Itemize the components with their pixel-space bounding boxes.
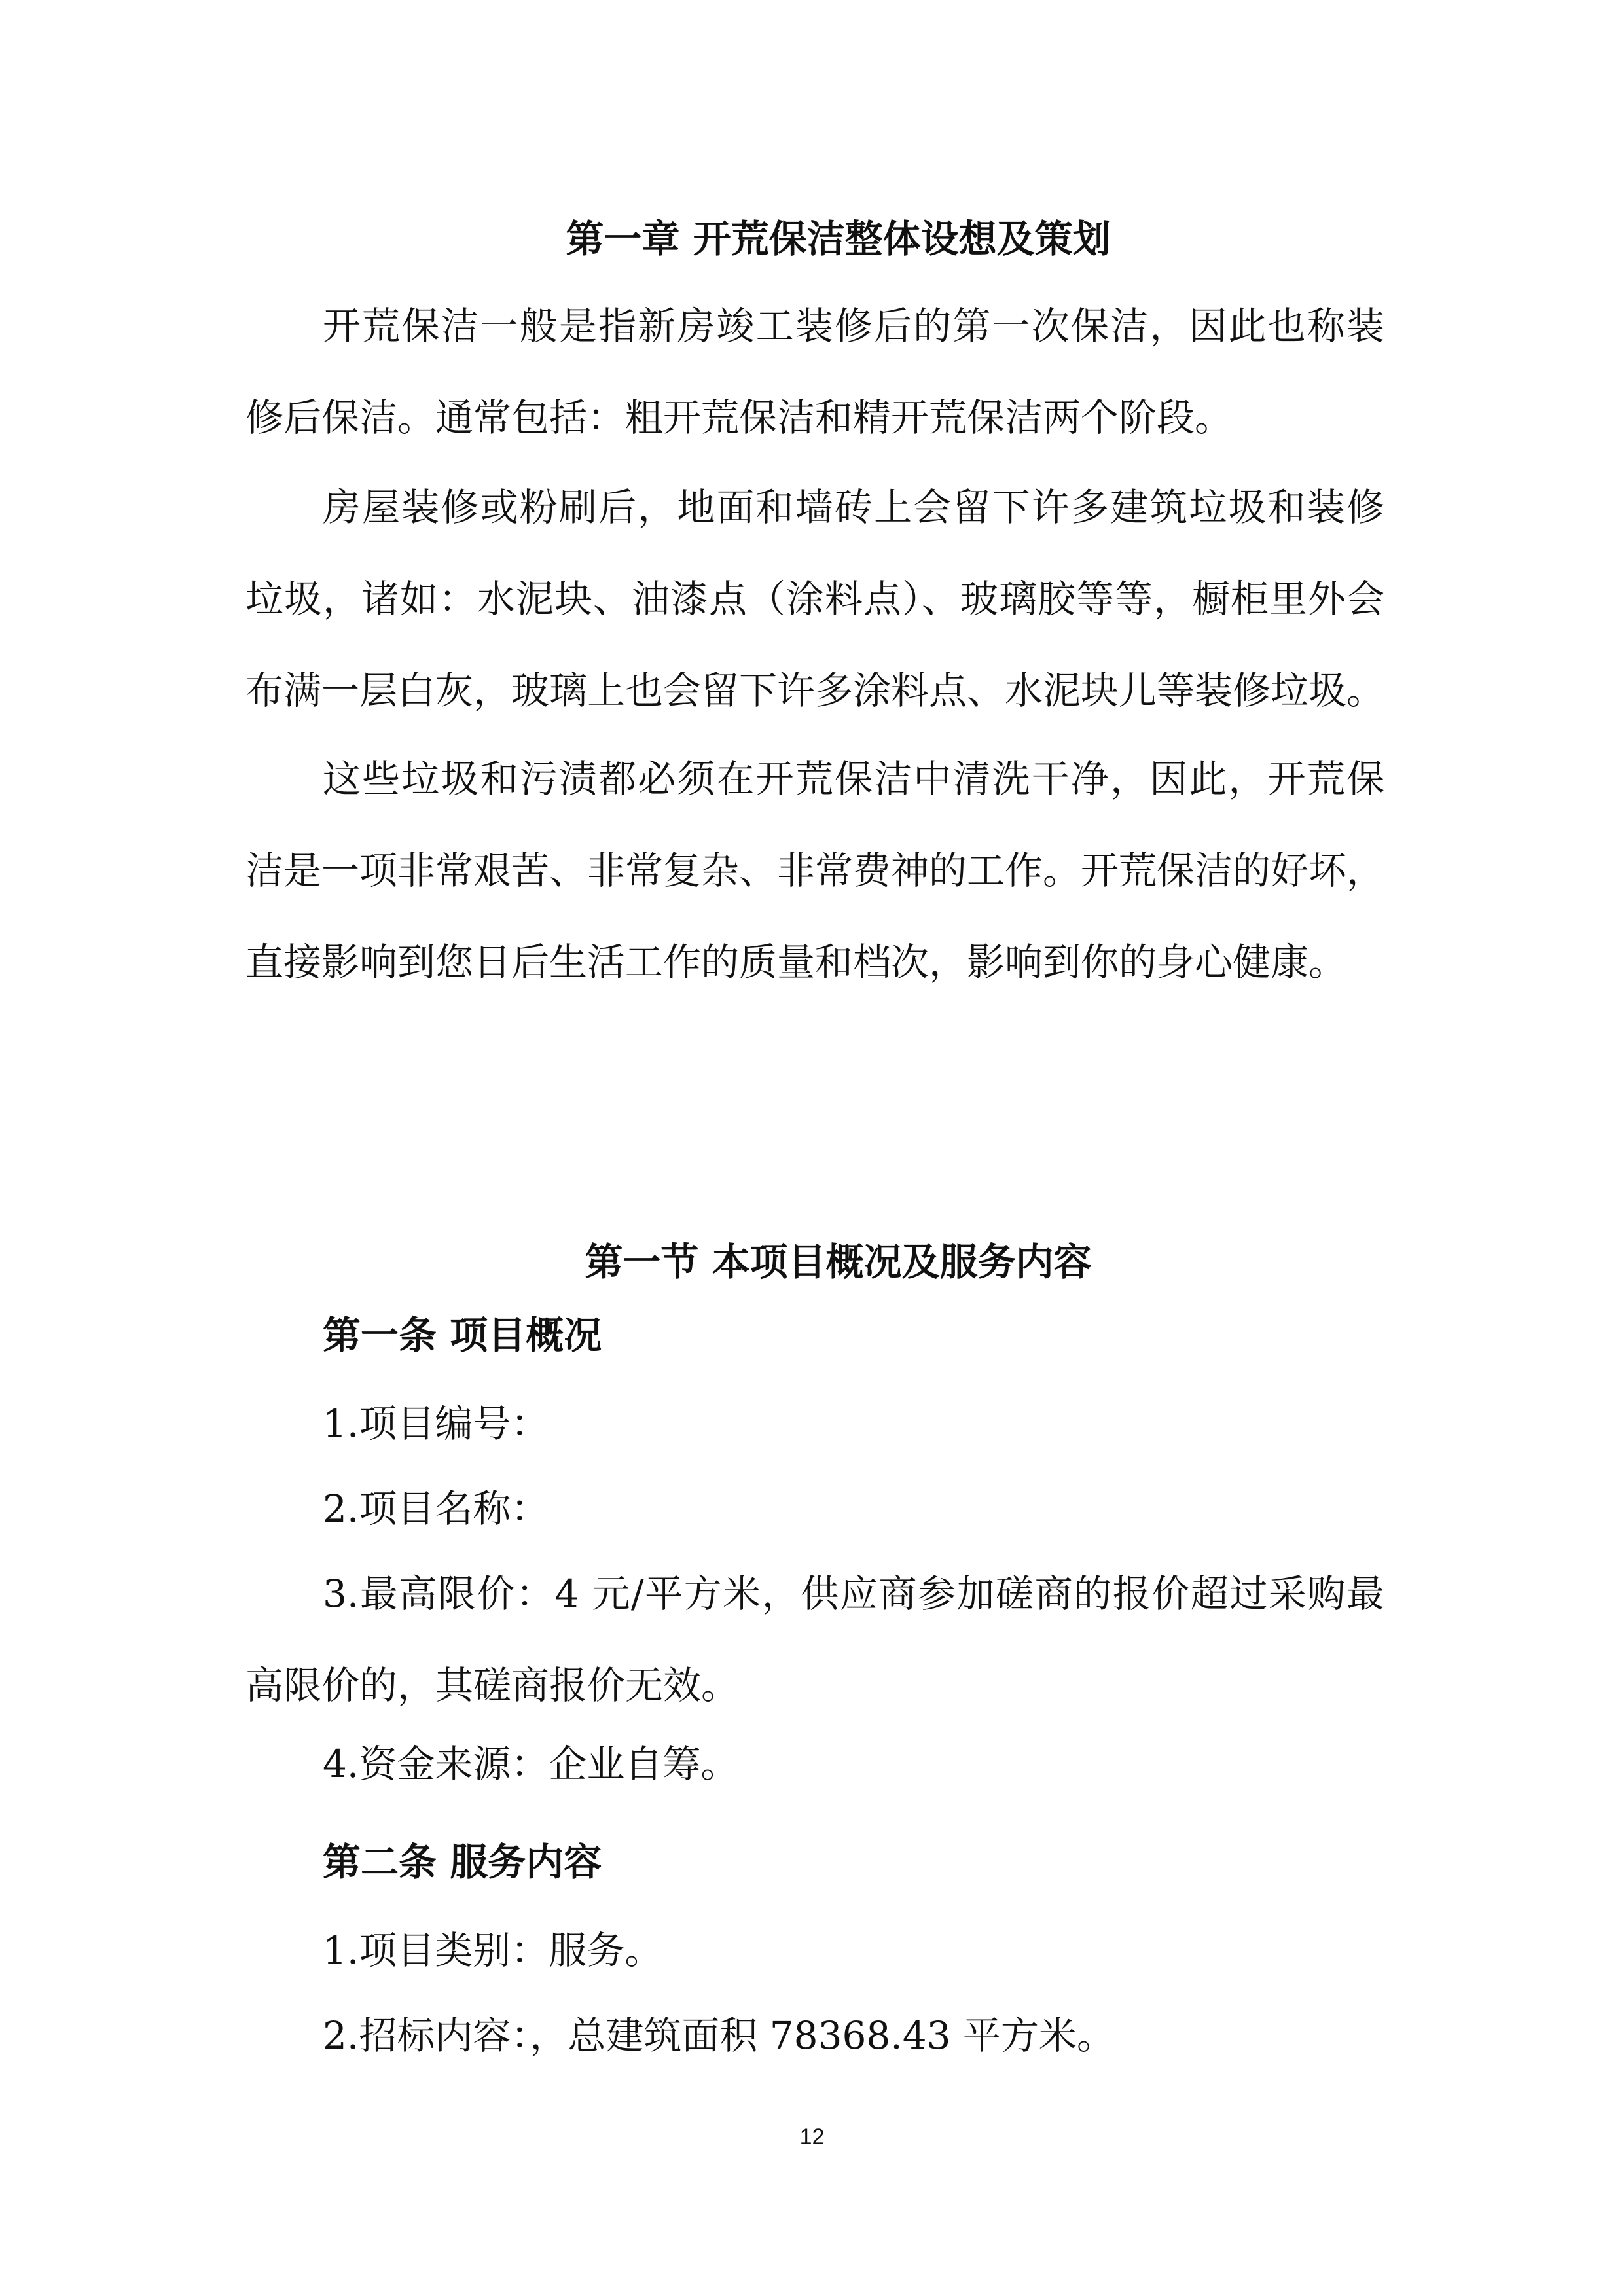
chapter-paragraph-3: 这些垃圾和污渍都必须在开荒保洁中清洗干净，因此，开荒保洁是一项非常艰苦、非常复杂、非常费神的工作。开荒保洁的好坏，直接影响到您日后生活工作的质量和档次，影响到你的身心健康。 xyxy=(245,757,1385,984)
funding-source-item: 4.资金来源：企业自筹。 xyxy=(323,1742,739,1786)
chapter-paragraph-2: 房屋装修或粉刷后，地面和墙砖上会留下许多建筑垃圾和装修垃圾，诸如：水泥块、油漆点（涂料点）、玻璃胶等等，橱柜里外会布满一层白灰，玻璃上也会留下许多涂料点、水泥块儿等装修垃圾。 xyxy=(245,485,1385,713)
project-name-item: 2.项目名称： xyxy=(323,1486,549,1531)
project-category-item: 1.项目类别：服务。 xyxy=(323,1928,663,1973)
project-number-item: 1.项目编号： xyxy=(323,1401,549,1446)
chapter-paragraph-1: 开荒保洁一般是指新房竣工装修后的第一次保洁，因此也称装修后保洁。通常包括：粗开荒保洁和精开荒保洁两个阶段。 xyxy=(245,304,1384,440)
article-1-title: 第一条 项目概况 xyxy=(323,1313,602,1357)
article-2-title: 第二条 服务内容 xyxy=(323,1840,602,1884)
page-number: 12 xyxy=(799,2125,825,2149)
max-price-item: 3.最高限价：4 元/平方米，供应商参加磋商的报价超过采购最高限价的，其磋商报价无效。 xyxy=(245,1571,1384,1708)
section-title: 第一节 本项目概况及服务内容 xyxy=(585,1240,1092,1284)
chapter-title: 第一章 开荒保洁整体设想及策划 xyxy=(566,217,1111,261)
tender-content-item: 2.招标内容：，总建筑面积 78368.43 平方米。 xyxy=(323,2013,1115,2058)
